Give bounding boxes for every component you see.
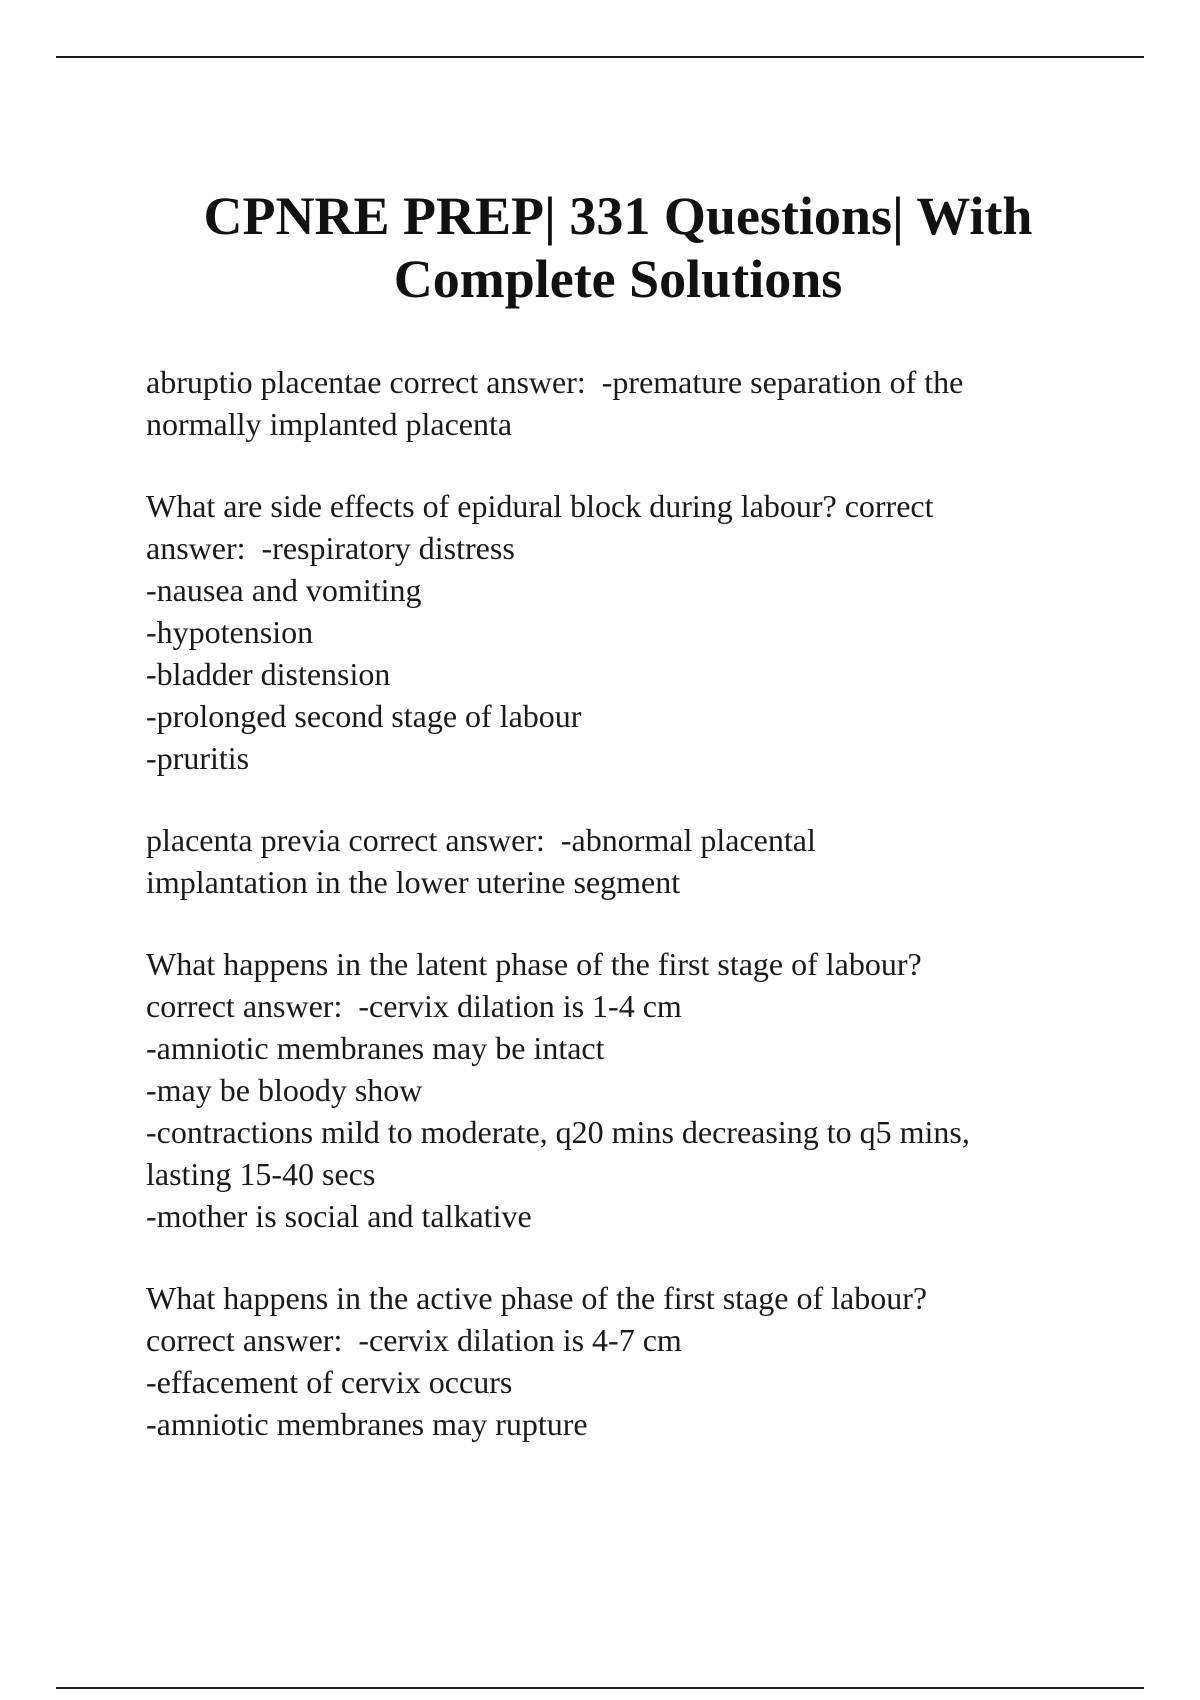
qa-entry-active-phase: [146, 1277, 1086, 1445]
entry-line: -mother is social and talkative: [146, 1198, 532, 1234]
entry-line: -bladder distension: [146, 656, 391, 692]
title-line: CPNRE PREP| 331 Questions| With: [203, 186, 1033, 246]
entry-line: -may be bloody show: [146, 1072, 423, 1108]
entry-line: -amniotic membranes may rupture: [146, 1406, 588, 1442]
entry-line: normally implanted placenta: [146, 406, 513, 442]
entry-line: -nausea and vomiting: [146, 572, 422, 608]
entry-line: -effacement of cervix occurs: [146, 1364, 513, 1400]
qa-entry-epidural-side-effects: [146, 485, 1086, 779]
qa-entry-placenta-previa: [146, 819, 1086, 903]
entry-line: -amniotic membranes may be intact: [146, 1030, 605, 1066]
entry-line: What happens in the latent phase of the first stage of labour?: [146, 946, 922, 982]
document-title: [120, 185, 1116, 311]
entry-line: -hypotension: [146, 614, 314, 650]
qa-entry-abruptio-placentae: [146, 361, 1086, 445]
top-rule: [56, 56, 1144, 58]
entry-line: lasting 15-40 secs: [146, 1156, 376, 1192]
entry-line: implantation in the lower uterine segment: [146, 864, 681, 900]
entry-line: answer: -respiratory distress: [146, 530, 515, 566]
entry-line: -pruritis: [146, 740, 250, 776]
entry-line: -contractions mild to moderate, q20 mins decreasing to q5 mins,: [146, 1114, 970, 1150]
entry-line: -prolonged second stage of labour: [146, 698, 582, 734]
title-line: Complete Solutions: [393, 249, 843, 309]
bottom-rule: [56, 1687, 1144, 1689]
qa-entry-latent-phase: [146, 943, 1086, 1237]
document-body: [146, 361, 1086, 1485]
entry-line: What happens in the active phase of the first stage of labour?: [146, 1280, 928, 1316]
entry-line: What are side effects of epidural block during labour? correct: [146, 488, 934, 524]
entry-line: abruptio placentae correct answer: -premature separation of the: [146, 364, 964, 400]
entry-line: correct answer: -cervix dilation is 1-4 cm: [146, 988, 682, 1024]
entry-line: correct answer: -cervix dilation is 4-7 cm: [146, 1322, 682, 1358]
entry-line: placenta previa correct answer: -abnormal placental: [146, 822, 816, 858]
